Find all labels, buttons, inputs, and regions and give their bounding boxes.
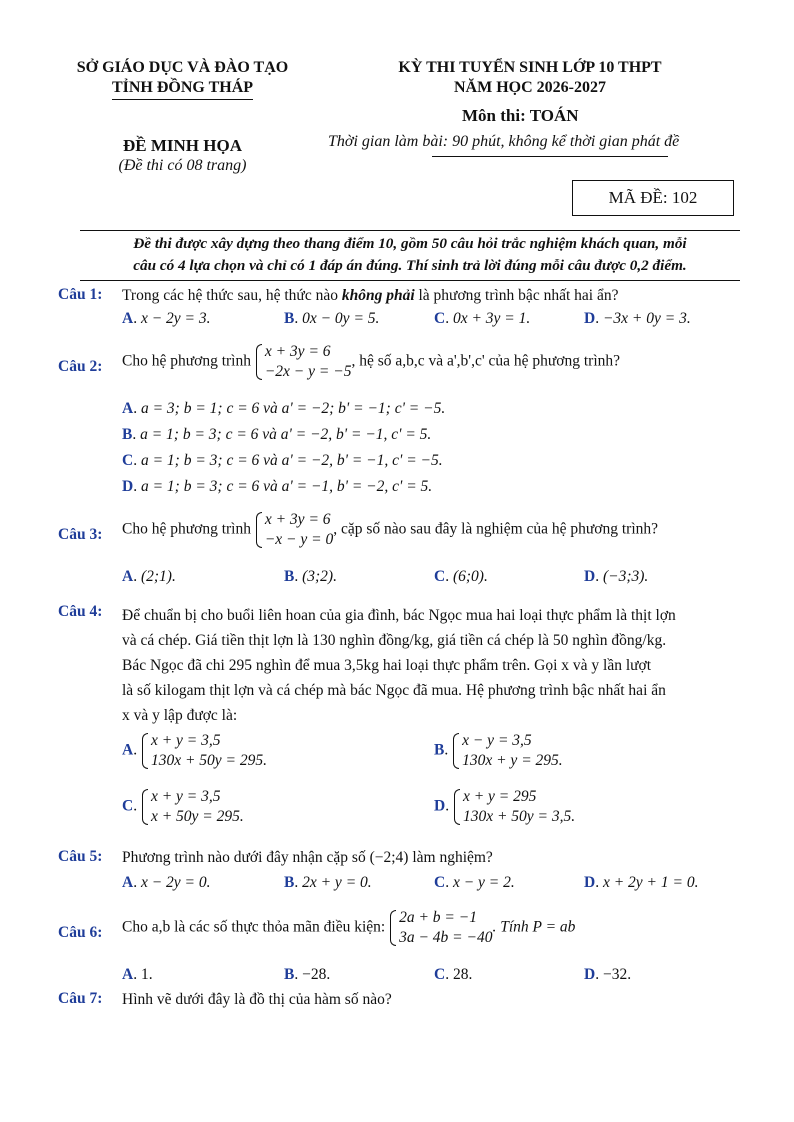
question-label: Câu 1: [58,286,103,303]
question-2 [58,342,748,502]
option-c[interactable]: C. x + y = 3,5 x + 50y = 295. [122,788,244,825]
question-emphasis: không phải [341,287,415,304]
dept-line2: TỈNH ĐỒNG THÁP [112,78,253,100]
intro-line2: câu có 4 lựa chọn và chỉ có 1 đáp án đúng. Thí sinh trả lời đúng mỗi câu được 0,2 điểm. [133,257,687,274]
option-a[interactable]: A. x − 2y = 0. [122,874,211,891]
question-text: và cá chép. Giá tiền thịt lợn là 130 nghìn đồng/kg, giá tiền cá chép là 50 nghìn đồng/kg. [122,632,667,649]
pages-note: (Đề thi có 08 trang) [118,157,247,174]
option-d[interactable]: D. x + y = 295 130x + 50y = 3,5. [434,788,576,825]
option-a[interactable]: A. x + y = 3,5 130x + 50y = 295. [122,732,268,769]
option-a[interactable]: A. (2;1). [122,568,176,585]
question-text: x và y lập được là: [122,707,238,724]
option-c[interactable]: C. x − y = 2. [434,874,515,891]
school-year: NĂM HỌC 2026-2027 [454,79,606,96]
question-text: Để chuẩn bị cho buổi liên hoan của gia đình, bác Ngọc mua hai loại thực phẩm là thịt lợn [122,607,676,624]
question-text: Cho hệ phương trình [122,352,251,370]
option-a[interactable]: A. 1. [122,966,153,983]
option-d[interactable]: D. −32. [584,966,632,983]
equation-system: 2a + b = −1 3a − 4b = −40 [389,908,492,948]
option-a[interactable]: A. a = 3; b = 1; c = 6 và a' = −2; b' = −1; c' = −5. [122,400,446,417]
intro-line1: Đề thi được xây dựng theo thang điểm 10, gồm 50 câu hỏi trắc nghiệm khách quan, mỗi [133,235,687,252]
header-left [55,58,310,100]
option-b[interactable]: B. a = 1; b = 3; c = 6 và a' = −2, b' = −1, c' = 5. [122,426,432,443]
option-c[interactable]: C. 28. [434,966,473,983]
doc-type: ĐỀ MINH HỌA [123,136,242,155]
question-text: Cho hệ phương trình [122,520,251,538]
exam-code-box: MÃ ĐỀ: 102 [572,180,734,216]
time-underline [432,156,668,157]
question-text: Phương trình nào dưới đây nhận cặp số (−2;4) làm nghiệm? [122,849,493,866]
equation-system: x + 3y = 6 −x − y = 0 [255,510,333,550]
question-label: Câu 7: [58,990,103,1007]
question-text: Cho a,b là các số thực thỏa mãn điều kiện: [122,918,386,936]
question-5 [58,848,748,898]
option-c[interactable]: C. 0x + 3y = 1. [434,310,531,327]
question-7 [58,990,748,1014]
option-c[interactable]: C. a = 1; b = 3; c = 6 và a' = −2, b' = −1, c' = −5. [122,452,443,469]
question-label: Câu 6: [58,924,103,941]
intro-box [80,230,740,281]
question-6 [58,908,748,988]
option-b[interactable]: B. −28. [284,966,331,983]
question-text: Hình vẽ dưới đây là đồ thị của hàm số nào? [122,991,392,1008]
question-text: là phương trình bậc nhất hai ẩn? [414,287,619,304]
question-label: Câu 3: [58,526,103,543]
exam-title: KỲ THI TUYỂN SINH LỚP 10 THPT [398,59,662,76]
header-right [320,58,740,98]
option-d[interactable]: D. −3x + 0y = 3. [584,310,691,327]
option-b[interactable]: B. x − y = 3,5 130x + y = 295. [434,732,563,769]
question-4 [58,603,748,839]
question-text: Bác Ngọc đã chi 295 nghìn để mua 3,5kg hai loại thực phẩm trên. Gọi x và y lần lượt [122,657,652,674]
option-c[interactable]: C. (6;0). [434,568,488,585]
question-label: Câu 2: [58,358,103,375]
time-note: Thời gian làm bài: 90 phút, không kể thời gian phát đề [328,133,680,150]
question-1 [58,286,748,336]
question-text: . Tính P = ab [492,918,576,936]
option-b[interactable]: B. 0x − 0y = 5. [284,310,380,327]
dept-line1: SỞ GIÁO DỤC VÀ ĐÀO TẠO [76,59,289,76]
option-d[interactable]: D. (−3;3). [584,568,649,585]
question-label: Câu 4: [58,603,103,620]
question-text: , hệ số a,b,c và a',b',c' của hệ phương trình? [351,352,621,370]
option-a[interactable]: A. x − 2y = 3. [122,310,211,327]
question-text: là số kilogam thịt lợn và cá chép mà bác Ngọc đã mua. Hệ phương trình bậc nhất hai ẩn [122,682,666,699]
subject: Môn thi: TOÁN [462,106,579,125]
question-label: Câu 5: [58,848,103,865]
question-text: , cặp số nào sau đây là nghiệm của hệ phương trình? [333,520,659,538]
option-d[interactable]: D. x + 2y + 1 = 0. [584,874,699,891]
option-d[interactable]: D. a = 1; b = 3; c = 6 và a' = −1, b' = −2, c' = 5. [122,478,433,495]
question-3 [58,510,748,590]
equation-system: x + 3y = 6 −2x − y = −5 [255,342,352,382]
option-b[interactable]: B. 2x + y = 0. [284,874,372,891]
option-b[interactable]: B. (3;2). [284,568,337,585]
question-text: Trong các hệ thức sau, hệ thức nào [122,287,342,304]
